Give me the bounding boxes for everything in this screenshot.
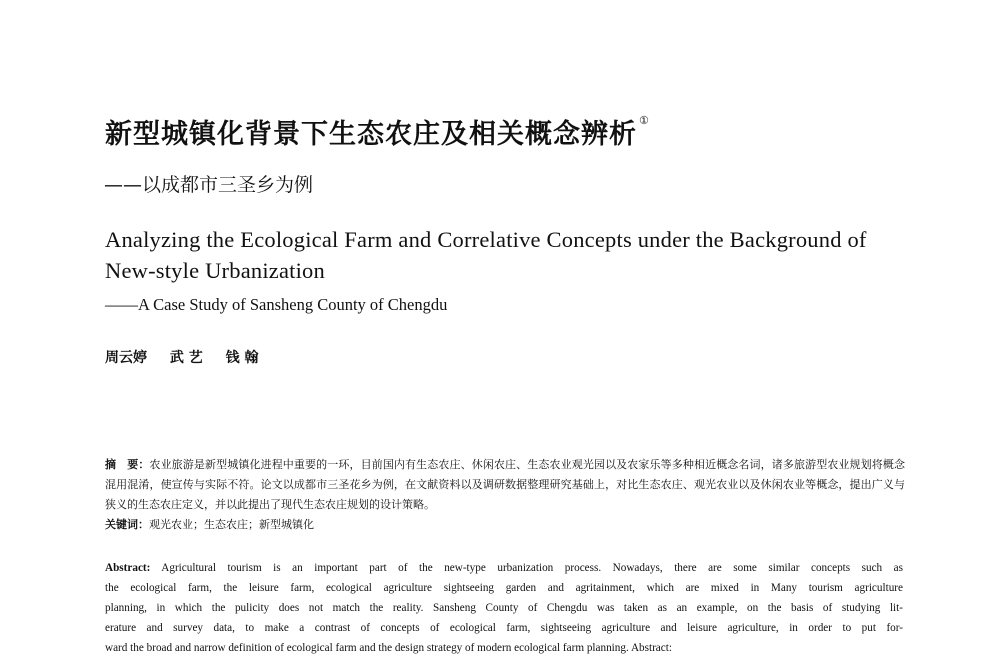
author-name: 钱 翰 — [225, 350, 259, 366]
abstract-cn-text: 农业旅游是新型城镇化进程中重要的一环，目前国内有生态农庄、休闲农庄、生态农业观光园以及农家乐等多种相近概念名词，诸多旅游型农业规划将概念混用混淆，使宣传与实际不符。论文以成都市三圣花乡为例，在文献资料以及调研数据整理研究基础上，对比生态农庄、观光农业以及休闲农业等概念，提出广义与狭义的生态农庄定义，并以此提出了现代生态农庄规划的设计策略。 — [105, 458, 905, 511]
paper-subtitle-en: ——A Case Study of Sansheng County of Chengdu — [105, 295, 448, 314]
title-footnote-mark: ① — [639, 114, 650, 127]
abstract-en-line-text: Agricultural tourism is an important part of the new-type urbanization process. Nowadays, there are some similar concepts such as — [161, 562, 903, 574]
abstract-en-line: ward the broad and narrow definition of ecological farm and the design strategy of modern ecological farm planning. Abstract: — [105, 642, 672, 654]
abstract-en-label: Abstract: — [105, 562, 151, 574]
keywords-cn-text: 观光农业；生态农庄；新型城镇化 — [149, 518, 314, 531]
abstract-en-line: erature and survey data, to make a contrast of concepts of ecological farm, sightseeing agriculture and leisure agriculture, in order to put for- — [105, 622, 903, 634]
paper-title-cn-text: 新型城镇化背景下生态农庄及相关概念辨析 — [105, 119, 637, 150]
abstract-en-line: planning, in which the pulicity does not match the reality. Sansheng County of Chengdu was taken as an example, on the basis of studying lit- — [105, 602, 903, 614]
author-name: 武 艺 — [169, 350, 203, 366]
abstract-cn-label: 摘 要： — [105, 458, 150, 471]
abstract-cn — [105, 455, 905, 515]
keywords-cn-label: 关键词： — [105, 518, 149, 531]
author-name: 周云婷 — [105, 350, 147, 366]
paper-title-cn — [105, 112, 650, 151]
keywords-cn — [105, 515, 905, 535]
author-list — [105, 347, 277, 367]
paper-title-en: Analyzing the Ecological Farm and Correlative Concepts under the Background of New-style Urbanization — [105, 227, 867, 283]
paper-subtitle-cn: ——以成都市三圣乡为例 — [104, 174, 314, 196]
abstract-en-line — [105, 558, 903, 578]
abstract-en — [105, 558, 903, 658]
abstract-en-line: the ecological farm, the leisure farm, ecological agriculture sightseeing garden and agritainment, which are mixed in Many tourism agriculture — [105, 582, 903, 594]
